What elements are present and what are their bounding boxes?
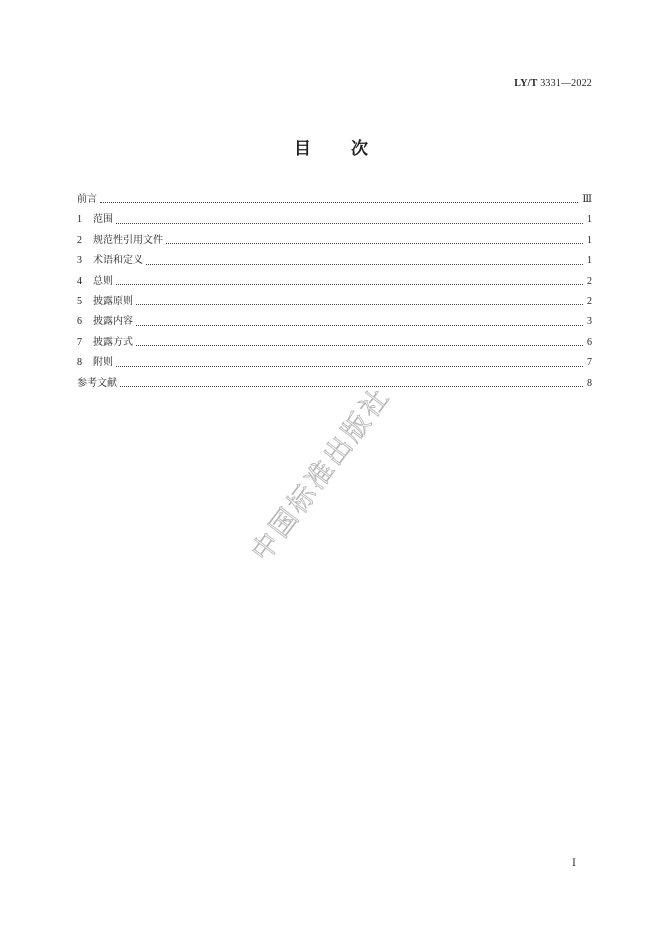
toc-entry-number: 1	[77, 214, 82, 226]
toc-leader-dots	[136, 344, 583, 346]
toc-entry[interactable]	[77, 312, 592, 332]
toc-entry-page: 7	[587, 357, 592, 369]
toc-leader-dots	[100, 201, 578, 203]
toc-entry[interactable]	[77, 190, 592, 210]
toc-entry-label: 参考文献	[77, 377, 117, 389]
toc-entry-page: 6	[587, 336, 592, 348]
toc-entry[interactable]	[77, 374, 592, 394]
standard-prefix: LY/T	[514, 78, 538, 89]
toc-entry-number: 2	[77, 234, 82, 246]
toc-leader-dots	[116, 283, 583, 285]
toc-entry-page: 1	[587, 255, 592, 267]
page-number: Ⅰ	[572, 858, 576, 869]
toc-entry[interactable]	[77, 272, 592, 292]
toc-leader-dots	[120, 385, 583, 387]
toc-entry[interactable]	[77, 292, 592, 312]
toc-entry-label: 附则	[93, 357, 113, 369]
toc-entry-label: 披露方式	[93, 336, 133, 348]
toc-entry-label: 披露原则	[93, 295, 133, 307]
toc-entry-number: 7	[77, 336, 82, 348]
toc-entry[interactable]	[77, 333, 592, 353]
toc-entry-label: 规范性引用文件	[93, 234, 163, 246]
toc-entry[interactable]	[77, 210, 592, 230]
toc-entry[interactable]	[77, 231, 592, 251]
toc-entry-label: 范围	[93, 214, 113, 226]
toc-leader-dots	[166, 242, 583, 244]
toc-leader-dots	[116, 222, 583, 224]
toc-entry-page: 2	[587, 275, 592, 287]
toc-entry-page: Ⅲ	[582, 194, 592, 205]
toc-entry-label: 披露内容	[93, 316, 133, 328]
toc-leader-dots	[136, 324, 583, 326]
toc-entry-number: 4	[77, 275, 82, 287]
toc-entry-page: 8	[587, 377, 592, 389]
toc-entry-label: 前言	[77, 194, 97, 205]
toc-entry-page: 2	[587, 295, 592, 307]
standard-code	[514, 78, 592, 89]
toc-leader-dots	[146, 263, 583, 265]
standard-number: 3331—2022	[540, 78, 592, 89]
toc-entry-number: 6	[77, 316, 82, 328]
toc-entry-page: 1	[587, 214, 592, 226]
toc-entry-page: 3	[587, 316, 592, 328]
toc-entry-number: 5	[77, 295, 82, 307]
publisher-watermark: 中国标准出版社	[245, 381, 397, 568]
toc-entry-label: 总则	[93, 275, 113, 287]
toc-entry-label: 术语和定义	[93, 255, 143, 267]
toc-leader-dots	[136, 303, 583, 305]
toc-entry-number: 3	[77, 255, 82, 267]
toc-entry-page: 1	[587, 234, 592, 246]
toc-entry[interactable]	[77, 353, 592, 373]
table-of-contents	[77, 190, 592, 394]
toc-leader-dots	[116, 365, 583, 367]
toc-entry[interactable]	[77, 251, 592, 271]
page-title: 目次	[294, 139, 408, 159]
toc-entry-number: 8	[77, 357, 82, 369]
